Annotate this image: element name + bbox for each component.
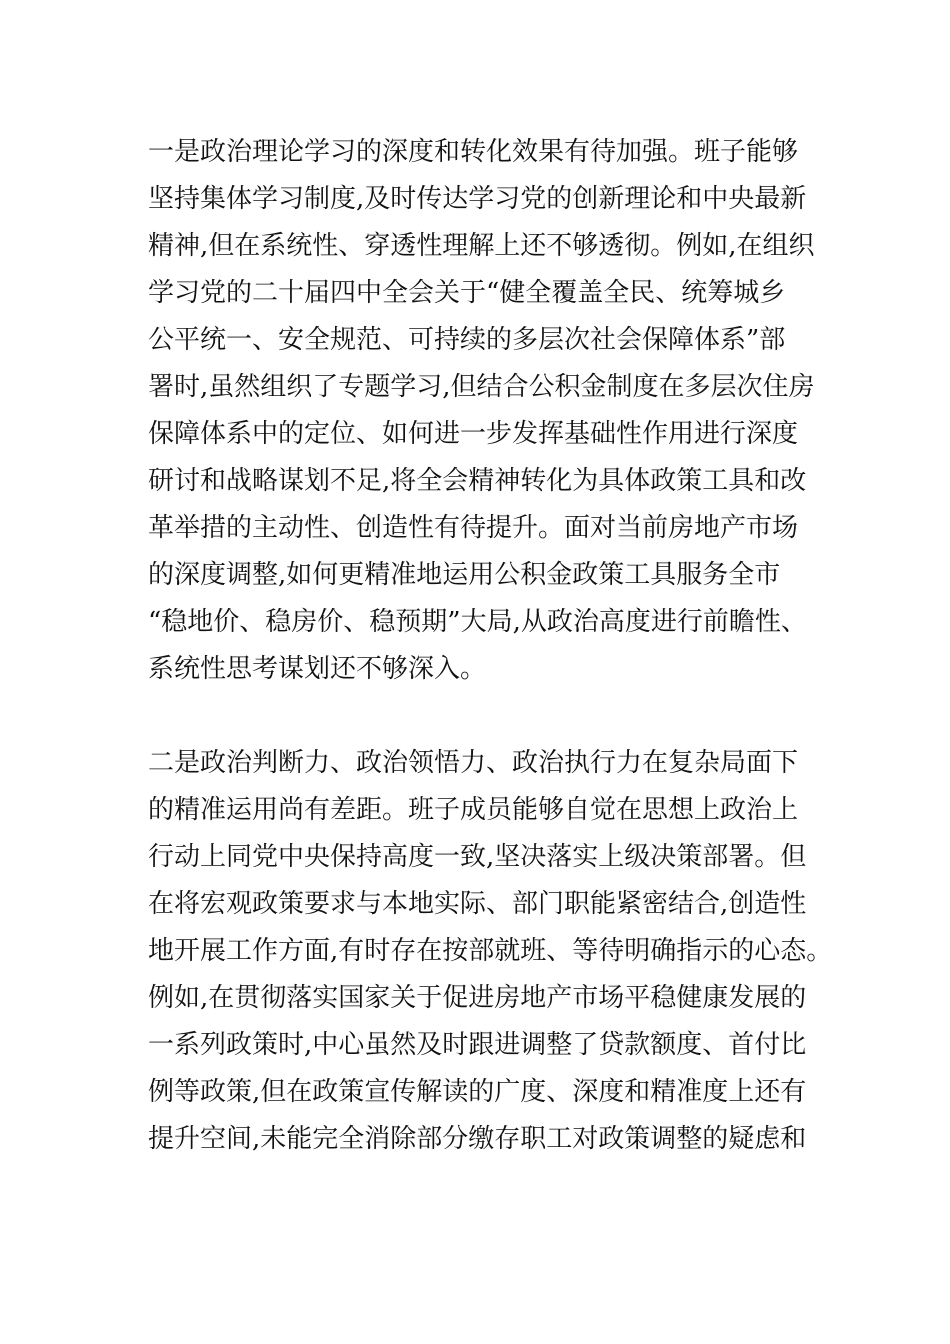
text-line: 研讨和战略谋划不足,将全会精神转化为具体政策工具和改 — [148, 466, 807, 496]
paragraph-political-judgment — [148, 740, 833, 1163]
text-line: 系统性思考谋划还不够深入。 — [148, 654, 487, 684]
text-line: 在将宏观政策要求与本地实际、部门职能紧密结合,创造性 — [148, 889, 807, 919]
text-line: 例等政策,但在政策宣传解读的广度、深度和精准度上还有 — [148, 1077, 807, 1107]
text-line: 革举措的主动性、创造性有待提升。面对当前房地产市场 — [148, 513, 799, 543]
document-page — [148, 129, 833, 1163]
text-line: 一系列政策时,中心虽然及时跟进调整了贷款额度、首付比 — [148, 1030, 807, 1060]
text-line: 精神,但在系统性、穿透性理解上还不够透彻。例如,在组织 — [148, 231, 815, 261]
text-line: 署时,虽然组织了专题学习,但结合公积金制度在多层次住房 — [148, 372, 815, 402]
text-line: 公平统一、安全规范、可持续的多层次社会保障体系”部 — [148, 325, 786, 355]
text-line: 学习党的二十届四中全会关于“健全覆盖全民、统筹城乡 — [148, 278, 786, 308]
text-line: 一是政治理论学习的深度和转化效果有待加强。班子能够 — [148, 137, 799, 167]
paragraph-political-theory-study — [148, 129, 828, 693]
text-line: 提升空间,未能完全消除部分缴存职工对政策调整的疑虑和 — [148, 1124, 807, 1154]
text-line: 坚持集体学习制度,及时传达学习党的创新理论和中央最新 — [148, 184, 807, 214]
text-line: 地开展工作方面,有时存在按部就班、等待明确指示的心态。 — [148, 936, 833, 966]
text-line: 例如,在贯彻落实国家关于促进房地产市场平稳健康发展的 — [148, 983, 807, 1013]
text-line: “稳地价、稳房价、稳预期”大局,从政治高度进行前瞻性、 — [148, 607, 807, 637]
text-line: 的精准运用尚有差距。班子成员能够自觉在思想上政治上 — [148, 795, 799, 825]
paragraph-spacer — [148, 693, 828, 740]
text-line: 保障体系中的定位、如何进一步发挥基础性作用进行深度 — [148, 419, 799, 449]
text-line: 的深度调整,如何更精准地运用公积金政策工具服务全市 — [148, 560, 781, 590]
text-line: 行动上同党中央保持高度一致,坚决落实上级决策部署。但 — [148, 842, 807, 872]
text-line: 二是政治判断力、政治领悟力、政治执行力在复杂局面下 — [148, 748, 799, 778]
